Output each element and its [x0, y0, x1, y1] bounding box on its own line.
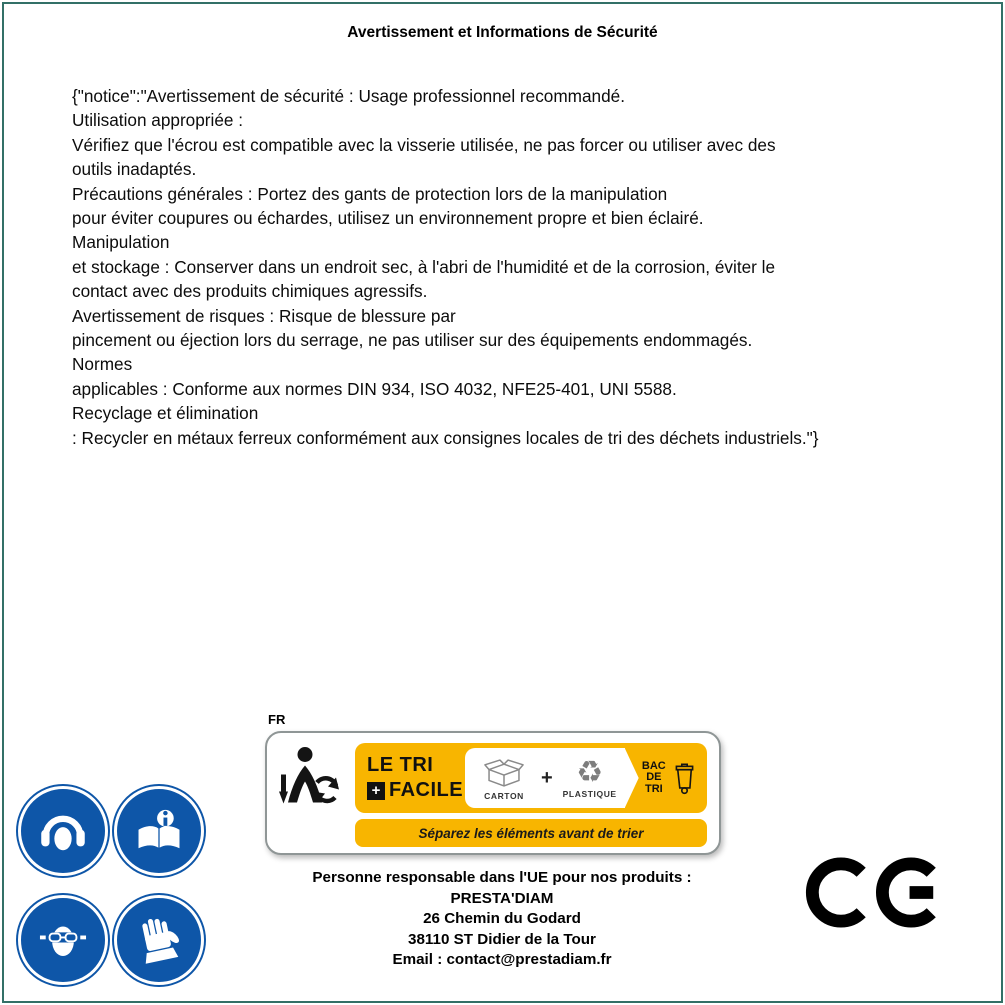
bin-label-line: TRI: [644, 782, 663, 795]
notice-line: Avertissement de risques : Risque de blessure par: [72, 305, 456, 326]
safety-notice-text: [72, 84, 972, 450]
recycling-triangle-icon: ♻: [576, 755, 604, 789]
tri-facile-headline: [355, 743, 465, 813]
notice-line: Manipulation: [72, 232, 170, 253]
notice-line: pour éviter coupures ou échardes, utilisez un environnement propre et bien éclairé.: [72, 208, 704, 229]
responsible-line: Personne responsable dans l'UE pour nos produits :: [312, 869, 692, 886]
safety-pictogram-grid: [16, 784, 206, 987]
notice-line: Vérifiez que l'écrou est compatible avec la visserie utilisée, ne pas forcer ou utiliser avec des: [72, 134, 776, 155]
ear-protection-icon: [31, 799, 95, 863]
material-plastique-label: PLASTIQUE: [562, 788, 617, 799]
page-title: Avertissement et Informations de Sécurité: [347, 24, 658, 41]
tri-facile-band: [355, 743, 707, 813]
notice-line: {"notice":"Avertissement de sécurité : Usage professionnel recommandé.: [72, 86, 625, 106]
read-manual-pictogram: [114, 786, 204, 876]
notice-line: contact avec des produits chimiques agressifs.: [72, 281, 428, 302]
recycling-label: [265, 731, 721, 855]
notice-line: et stockage : Conserver dans un endroit sec, à l'abri de l'humidité et de la corrosion, éviter le: [72, 256, 776, 277]
trash-bin-icon: [671, 762, 698, 795]
company-name: PRESTA'DIAM: [450, 889, 554, 907]
notice-line: applicables : Conforme aux normes DIN 934, ISO 4032, NFE25-401, UNI 5588.: [72, 378, 677, 399]
ce-marking: [802, 853, 950, 937]
bin-label-line: BAC: [641, 759, 666, 772]
ce-marking-icon: [802, 853, 950, 932]
wear-ear-protection-pictogram: [18, 786, 108, 876]
country-code-label: FR: [268, 712, 286, 727]
materials-panel: [465, 748, 625, 808]
sorting-instruction-strip: Séparez les éléments avant de trier: [355, 819, 707, 847]
safety-glasses-icon: [31, 908, 95, 972]
sorting-bin-block: [639, 743, 707, 813]
responsible-person-block: [252, 868, 752, 971]
notice-line: : Recycler en métaux ferreux conformément aux consignes locales de tri des déchets industriels."}: [72, 427, 819, 448]
chevron-separator-icon: [625, 748, 639, 808]
material-carton-label: CARTON: [484, 790, 524, 801]
contact-email: Email : contact@prestadiam.fr: [392, 951, 612, 968]
notice-line: Utilisation appropriée :: [72, 110, 244, 131]
notice-line: outils inadaptés.: [72, 159, 197, 180]
bin-label-line: DE: [646, 771, 662, 784]
wear-eye-protection-pictogram: [18, 895, 108, 985]
material-plastique: [559, 755, 621, 799]
address-street: 26 Chemin du Godard: [423, 910, 581, 927]
material-carton: [473, 756, 535, 801]
instruction-manual-icon: [127, 799, 191, 863]
carton-box-icon: [481, 756, 527, 790]
protective-glove-icon: [127, 908, 191, 972]
tri-headline-line1: LE TRI: [367, 754, 434, 776]
bin-label: [642, 761, 666, 796]
notice-line: Précautions générales : Portez des gants de protection lors de la manipulation: [72, 183, 668, 204]
notice-line: Recyclage et élimination: [72, 403, 259, 424]
triman-icon: [279, 743, 341, 821]
plus-icon: +: [367, 782, 385, 800]
address-city: 38110 ST Didier de la Tour: [408, 930, 596, 948]
tri-headline-line2: FACILE: [389, 779, 464, 801]
notice-line: Normes: [72, 354, 133, 375]
notice-line: pincement ou éjection lors du serrage, ne pas utiliser sur des équipements endommagés.: [72, 330, 753, 351]
plus-separator: +: [541, 766, 553, 789]
wear-protective-gloves-pictogram: [114, 895, 204, 985]
